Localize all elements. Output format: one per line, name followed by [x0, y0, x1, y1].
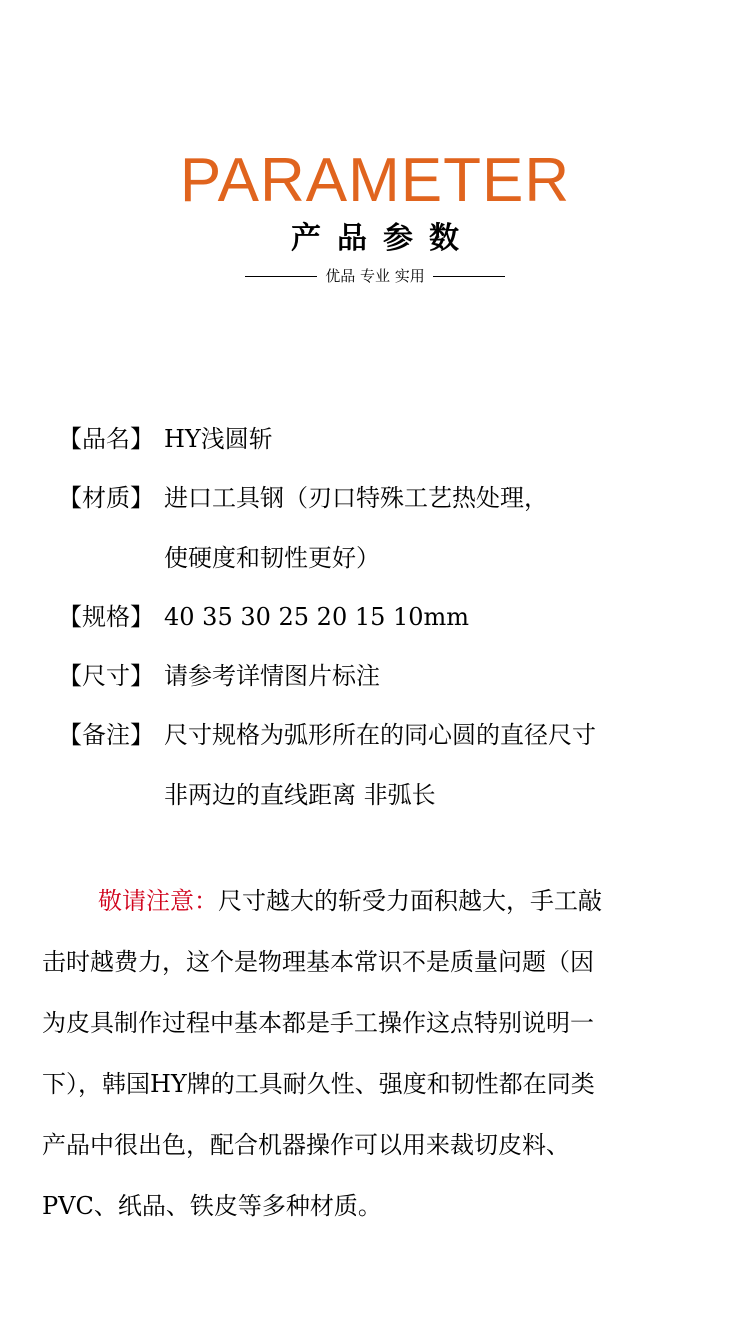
param-label: 【尺寸】	[58, 662, 154, 690]
param-row-remark	[58, 714, 718, 816]
param-value	[164, 714, 718, 816]
param-value-line: 尺寸规格为弧形所在的同心圆的直径尺寸	[164, 721, 596, 749]
param-value-line: HY浅圆斩	[164, 425, 273, 453]
notice-line: 产品中很出色，配合机器操作可以用来裁切皮料、	[42, 1131, 570, 1159]
tagline-row	[0, 265, 750, 287]
notice-line: 下），韩国HY牌的工具耐久性、强度和韧性都在同类	[42, 1070, 595, 1098]
param-value-line: 使硬度和韧性更好）	[164, 544, 380, 572]
param-row-size	[58, 655, 718, 697]
tagline-divider-left	[245, 276, 317, 277]
param-value-line: 进口工具钢（刃口特殊工艺热处理，	[164, 484, 548, 512]
page-subtitle: 产品参数	[291, 221, 475, 256]
param-label: 【规格】	[58, 603, 154, 631]
notice-line	[42, 880, 702, 922]
param-value	[164, 655, 718, 697]
notice-paragraph	[42, 880, 702, 1246]
parameter-list	[58, 418, 718, 833]
notice-line: 击时越费力，这个是物理基本常识不是质量问题（因	[42, 948, 594, 976]
notice-label: 敬请注意：	[98, 887, 218, 915]
param-value	[164, 477, 718, 579]
param-row-spec	[58, 596, 718, 638]
param-value-line: 请参考详情图片标注	[164, 662, 380, 690]
notice-line: 为皮具制作过程中基本都是手工操作这点特别说明一	[42, 1009, 594, 1037]
notice-line: PVC、纸品、铁皮等多种材质。	[42, 1192, 382, 1220]
param-label: 【材质】	[58, 484, 154, 512]
param-row-material	[58, 477, 718, 579]
param-value-line: 非两边的直线距离 非弧长	[164, 781, 436, 809]
param-label: 【品名】	[58, 425, 154, 453]
notice-text: 尺寸越大的斩受力面积越大，手工敲	[218, 887, 602, 915]
page-title: PARAMETER	[179, 146, 571, 215]
param-label: 【备注】	[58, 721, 154, 749]
tagline: 优品 专业 实用	[325, 267, 425, 285]
param-value	[164, 596, 718, 638]
tagline-divider-right	[433, 276, 505, 277]
param-row-name	[58, 418, 718, 460]
header	[0, 145, 750, 287]
param-value	[164, 418, 718, 460]
param-value-line: 40 35 30 25 20 15 10mm	[164, 603, 470, 631]
